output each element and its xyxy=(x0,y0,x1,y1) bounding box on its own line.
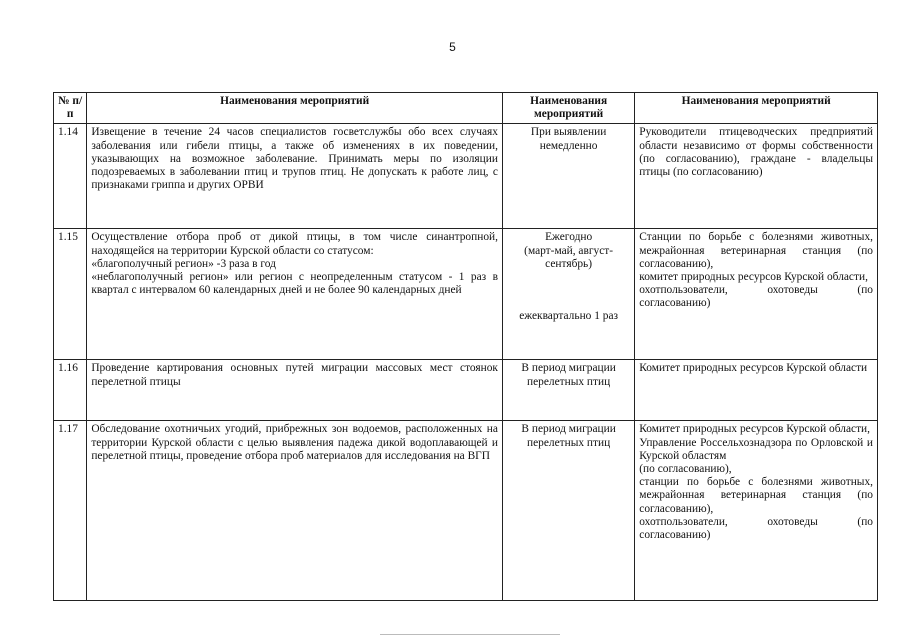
timing-cell xyxy=(502,124,634,229)
responsible-cell: Комитет природных ресурсов Курской области xyxy=(635,360,878,421)
table-row xyxy=(54,229,878,360)
activity-line: «благополучный регион» -3 раза в год xyxy=(91,257,276,270)
responsible-cell xyxy=(635,229,878,360)
activity-cell: Извещение в течение 24 часов специалистов госветслужбы обо всех случаях заболевания или гибели птицы, а также об изменениях в их поведении, указывающих на возможное заболевание. Принимать меры по изоляции подозреваемых в заболевании птиц и трупов птиц. Не допускать к работе лиц, с признаками гриппа и других ОРВИ xyxy=(87,124,503,229)
header-num: № п/п xyxy=(54,93,87,124)
timing-line: В период миграции xyxy=(521,423,616,436)
row-number: 1.14 xyxy=(54,124,87,229)
table-row xyxy=(54,124,878,229)
table-header-row xyxy=(54,93,878,124)
activities-table xyxy=(53,92,878,601)
responsible-line: Управление Россельхознадзора по Орловской и Курской областям xyxy=(639,436,873,462)
timing-line: перелетных птиц xyxy=(527,375,611,388)
timing-cell xyxy=(502,360,634,421)
row-number: 1.17 xyxy=(54,421,87,601)
timing-spacer xyxy=(507,297,630,310)
table-row xyxy=(54,360,878,421)
activity-line: Осуществление отбора проб от дикой птицы, в том числе синантропной, находящейся на территории Курской области со статусом: xyxy=(91,231,498,257)
responsible-line: охотпользователи, охотоведы (по согласованию) xyxy=(639,284,873,310)
page-number: 5 xyxy=(449,40,456,54)
timing-line: При выявлении xyxy=(530,126,607,139)
responsible-line: комитет природных ресурсов Курской области, xyxy=(639,271,868,284)
responsible-cell xyxy=(635,421,878,601)
scan-edge-line xyxy=(380,634,560,635)
timing-spacer xyxy=(507,271,630,284)
timing-line: В период миграции xyxy=(521,362,616,375)
timing-spacer xyxy=(507,284,630,297)
timing-cell xyxy=(502,421,634,601)
row-number: 1.15 xyxy=(54,229,87,360)
timing-cell xyxy=(502,229,634,360)
timing-line: Ежегодно xyxy=(545,231,593,244)
responsible-line: охотпользователи, охотоведы (по согласованию) xyxy=(639,515,873,542)
row-number: 1.16 xyxy=(54,360,87,421)
activity-cell xyxy=(87,229,503,360)
timing-line: немедленно xyxy=(539,139,598,152)
responsible-line: Комитет природных ресурсов Курской области, xyxy=(639,423,870,436)
header-responsible: Наименования мероприятий xyxy=(635,93,878,124)
header-activities: Наименования мероприятий xyxy=(87,93,503,124)
table-row xyxy=(54,421,878,601)
responsible-cell: Руководители птицеводческих предприятий области независимо от формы собственности (по согласованию), граждане - владельцы птицы (по согласованию) xyxy=(635,124,878,229)
activity-cell: Обследование охотничьих угодий, прибрежных зон водоемов, расположенных на территории Курской области с целью выявления падежа дикой водоплавающей и перелетной птицы, проведение отбора проб материалов для исследования на ВГП xyxy=(87,421,503,601)
header-timing: Наименования мероприятий xyxy=(502,93,634,124)
responsible-line: (по согласованию), xyxy=(639,463,732,476)
responsible-line: Станции по борьбе с болезнями животных, межрайонная ветеринарная станция (по согласованию), xyxy=(639,231,873,270)
activity-cell: Проведение картирования основных путей миграции массовых мест стоянок перелетной птицы xyxy=(87,360,503,421)
timing-line: (март-май, август-сентябрь) xyxy=(524,244,614,270)
activity-line: «неблагополучный регион» или регион с неопределенным статусом - 1 раз в квартал с интервалом 60 календарных дней и не более 90 календарных дней xyxy=(91,271,498,297)
responsible-line: станции по борьбе с болезнями животных, межрайонная ветеринарная станция (по согласованию), xyxy=(639,476,873,515)
timing-extra: ежеквартально 1 раз xyxy=(519,310,618,323)
timing-line: перелетных птиц xyxy=(527,436,611,449)
